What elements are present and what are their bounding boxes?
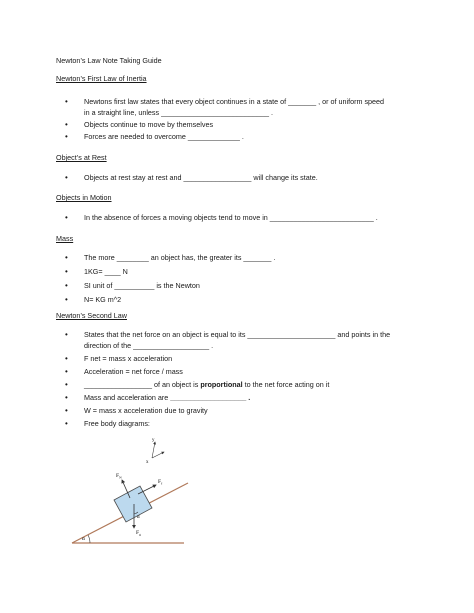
x-axis-label: x (146, 460, 149, 465)
bullet-text: Acceleration = net force / mass (84, 367, 183, 376)
base-angle-arc (88, 535, 90, 543)
first-law-list (56, 96, 426, 142)
bullet-text: N= KG m^2 (84, 295, 122, 304)
list-item (56, 379, 426, 390)
bullet-text: in a straight line, unless ___________________________ . (84, 108, 274, 117)
y-axis-arrow (152, 442, 155, 458)
bullet-text: 1KG= ____ N (84, 267, 128, 276)
heading-objects-at-rest: Object’s at Rest (56, 153, 107, 162)
bold-blank: ___________________ . (170, 393, 251, 402)
list-item (56, 353, 426, 364)
gravity-force-label: $F_g$ (136, 530, 141, 537)
heading-first-law: Newton’s First Law of Inertia (56, 74, 147, 83)
list-item (56, 405, 426, 416)
bullet-text: W = mass x acceleration due to gravity (84, 406, 208, 415)
heading-objects-in-motion: Objects in Motion (56, 193, 112, 202)
bullet-text: In the absence of forces a moving objects tend to move in __________________________ . (84, 213, 378, 222)
list-item (56, 294, 426, 305)
friction-force-label: $F_f$ (158, 479, 163, 486)
x-axis-arrow (152, 452, 164, 458)
list-item (56, 392, 426, 403)
bullet-text: Objects continue to move by themselves (84, 120, 214, 129)
block (114, 486, 152, 522)
top-angle-label: α (137, 515, 140, 520)
motion-list (56, 212, 426, 223)
bullet-text: Forces are needed to overcome _____________ . (84, 132, 244, 141)
list-item (56, 172, 426, 183)
list-item (56, 119, 426, 130)
bullet-text: • Newtons first law states that every object continues in a state of _______ , or of uniform speed (84, 97, 385, 106)
bullet-text: Free body diagrams: (84, 419, 150, 428)
bullet-text: Objects at rest stay at rest and _________________ will change its state. (84, 173, 318, 182)
heading-second-law: Newton’s Second Law (56, 311, 127, 320)
bullet-text: F net = mass x acceleration (84, 354, 173, 363)
bullet-text: The more ________ an object has, the greater its _______ . (84, 253, 276, 262)
bullet-text: SI unit of __________ is the Newton (84, 281, 200, 290)
list-item (56, 329, 426, 351)
list-item (56, 212, 426, 223)
bullet-text: direction of the ___________________ . (84, 341, 214, 350)
list-item (56, 366, 426, 377)
free-body-diagram (60, 428, 200, 550)
y-axis-label: y (152, 438, 155, 443)
bold-term: proportional (200, 380, 243, 389)
mass-list (56, 252, 426, 305)
list-item (56, 266, 426, 277)
base-angle-label: α (82, 536, 85, 542)
rest-list (56, 172, 426, 183)
bullet-text: Mass and acceleration are (84, 393, 171, 402)
second-law-list (56, 329, 426, 429)
list-item (56, 280, 426, 291)
bullet-text: • States that the net force on an object is equal to its ______________________ and points in the (84, 330, 391, 339)
bullet-text: _________________ of an object is (84, 380, 201, 389)
list-item (56, 131, 426, 142)
normal-force-label: $F_N$ (116, 473, 122, 480)
heading-mass: Mass (56, 234, 74, 243)
page-title: Newton’s Law Note Taking Guide (56, 56, 162, 65)
list-item (56, 96, 426, 118)
bullet-text: to the net force acting on it (242, 380, 330, 389)
list-item (56, 252, 426, 263)
